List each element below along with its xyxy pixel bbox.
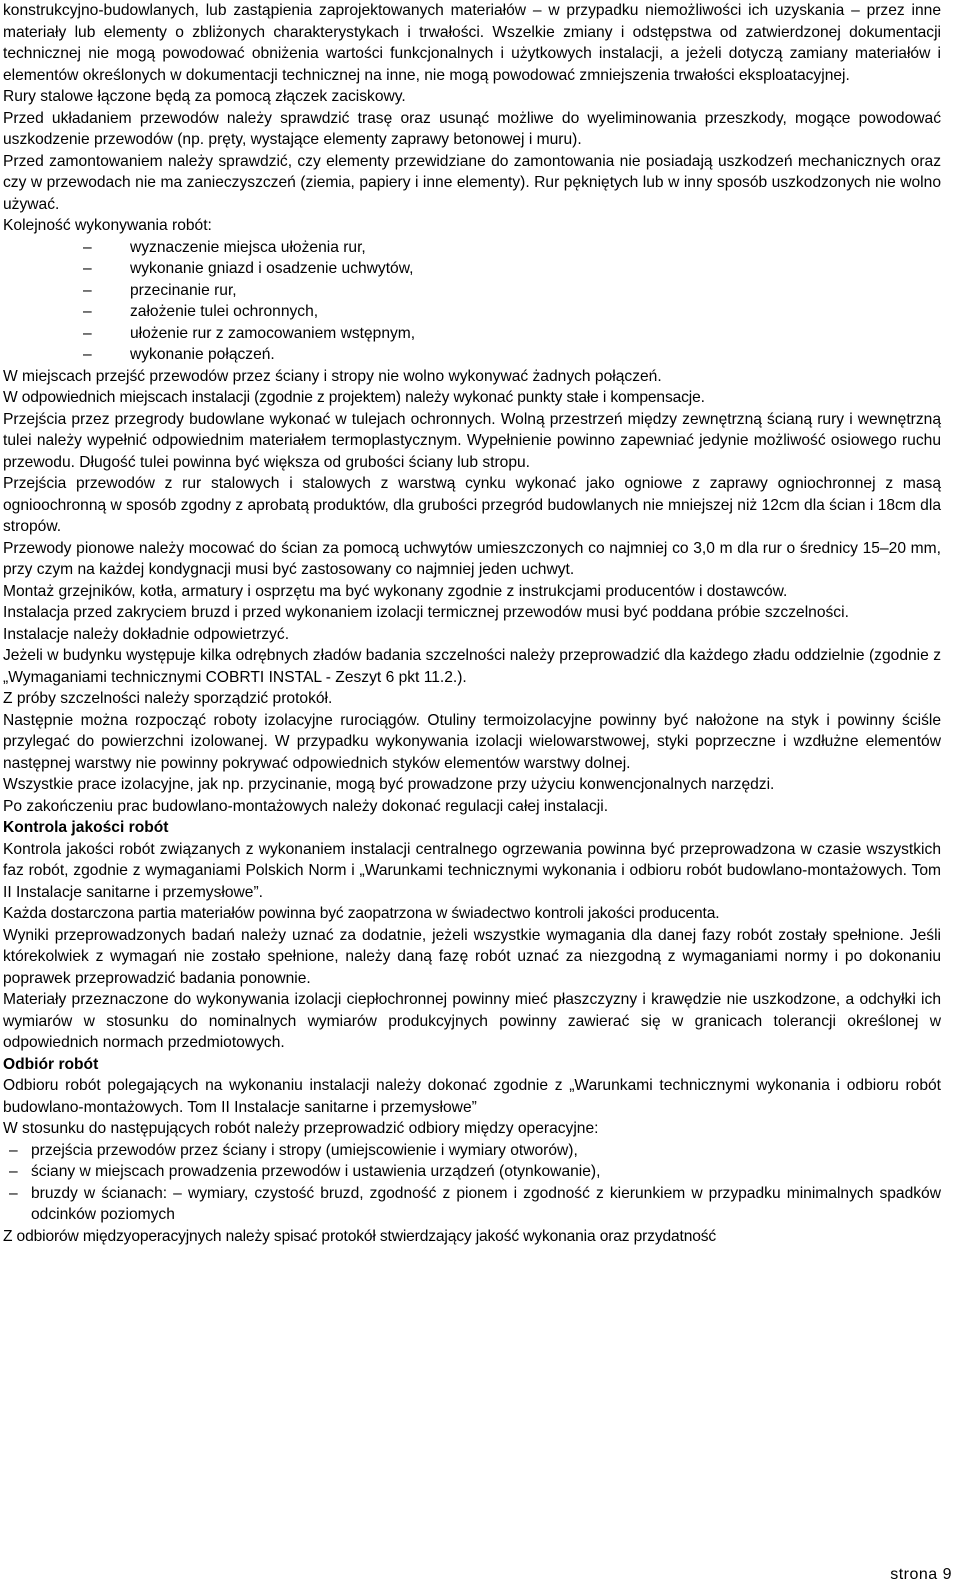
paragraph-quality-4: Materiały przeznaczone do wykonywania izolacji ciepłochronnej powinny mieć płaszczyzny i krawędzie nie uszkodzone, a odchyłki ich wymiarów w stosunku do nominalnych wymiarów produkcyjnych powinny zawierać się w granicach tolerancji określonej w odpowiednich normach przedmiotowych.: [3, 991, 941, 1051]
paragraph-pipe-fittings: Rury stalowe łączone będą za pomocą złączek zaciskowy.: [3, 88, 406, 105]
paragraph-route-check: Przed układaniem przewodów należy sprawdzić trasę oraz usunąć możliwe do wyeliminowania przeszkody, mogące powodować uszkodzenie przewodów (np. pręty, wystające elementy zaprawy betonowej i muru).: [3, 109, 941, 148]
paragraph-protocol: Z próby szczelności należy sporządzić protokół.: [3, 690, 333, 707]
section-heading-quality: Kontrola jakości robót: [3, 819, 169, 836]
paragraph-acceptance-2: W stosunku do następujących robót należy przeprowadzić odbiory między operacyjne:: [3, 1120, 599, 1137]
paragraph-pressure-test: Instalacja przed zakryciem bruzd i przed wykonaniem izolacji termicznej przewodów musi być poddana próbie szczelności.: [3, 604, 849, 621]
paragraph-separate-circuits: Jeżeli w budynku występuje kilka odrębnych zładów badania szczelności należy przeprowadzić dla każdego zładu oddzielnie (zgodnie z „Wymaganiami technicznymi COBRTI INSTAL - Zeszyt 6 pkt 11.2.).: [3, 647, 941, 686]
list-item: – wykonanie gniazd i osadzenie uchwytów,: [3, 258, 941, 280]
paragraph-quality-3: Wyniki przeprowadzonych badań należy uznać za dodatnie, jeżeli wszystkie wymagania dla danej fazy robót zostały spełnione. Jeśli którekolwiek z wymagań nie zostało spełnione, należy daną fazę robót uznać za niezgodną z wymaganiami normy i po dokonaniu poprawek przeprowadzić badania ponownie.: [3, 926, 941, 987]
list-item: – przejścia przewodów przez ściany i stropy (umiejscowienie i wymiary otworów),: [3, 1140, 941, 1162]
paragraph-sleeves: Przejścia przez przegrody budowlane wykonać w tulejach ochronnych. Wolną przestrzeń między zewnętrzną ścianą rury i wewnętrzną tulei należy wypełnić odpowiednim materiałem termoplastycznym. Wypełnienie powinno zapewniać jedynie możliwość osiowego ruchu przewodu. Długość tulei powinna być większa od grubości ściany lub stropu.: [3, 410, 941, 471]
list-item: – przecinanie rur,: [3, 280, 941, 302]
paragraph-regulation: Po zakończeniu prac budowlano-montażowych należy dokonać regulacji całej instalacji.: [3, 797, 609, 815]
list-item: – ułożenie rur z zamocowaniem wstępnym,: [3, 323, 941, 345]
paragraph-fixed-points: W odpowiednich miejscach instalacji (zgodnie z projektem) należy wykonać punkty stałe i kompensacje.: [3, 389, 705, 406]
paragraph-sequence-intro: Kolejność wykonywania robót:: [3, 217, 212, 234]
list-item: – bruzdy w ścianach: – wymiary, czystość bruzd, zgodność z pionem i zgodność z kierunkiem w przypadku minimalnych spadków odcinków poziomych: [3, 1183, 941, 1226]
list-item: – ściany w miejscach prowadzenia przewodów i ustawienia urządzeń (otynkowanie),: [3, 1161, 941, 1183]
sequence-list: [3, 237, 941, 366]
paragraph-insulation: Następnie można rozpocząć roboty izolacyjne rurociągów. Otuliny termoizolacyjne powinny być nałożone na styk i powinny ściśle przylegać do powierzchni izolowanej. W przypadku wykonywania izolacji wielowarstwowej, styki poprzeczne i wzdłużne elementów następnej warstwy nie powinny pokrywać odpowiednich styków elementów warstwy dolnej.: [3, 711, 941, 772]
list-item: – wykonanie połączeń.: [3, 344, 941, 366]
paragraph-radiators: Montaż grzejników, kotła, armatury i osprzętu ma być wykonany zgodnie z instrukcjami producentów i dostawców.: [3, 582, 788, 600]
paragraph-insulation-tools: Wszystkie prace izolacyjne, jak np. przycinanie, mogą być prowadzone przy użyciu konwencjonalnych narzędzi.: [3, 776, 775, 793]
paragraph-intro: konstrukcyjno-budowlanych, lub zastąpienia zaprojektowanych materiałów – w przypadku niemożliwości ich uzyskania – przez inne materiały lub elementy o zbliżonych charakterystykach i trwałości. Wszelkie zmiany i odstępstwa od zatwierdzonej dokumentacji technicznej nie mogą powodować obniżenia wartości funkcjonalnych i użytkowych instalacji, a jeżeli dotyczą zamiany materiałów i elementów określonych w dokumentacji technicznej na inne, nie mogą powodować zmniejszenia trwałości eksploatacyjnej.: [3, 2, 941, 84]
paragraph-no-joints: W miejscach przejść przewodów przez ściany i stropy nie wolno wykonywać żadnych połączeń.: [3, 367, 662, 385]
acceptance-list: [3, 1140, 941, 1226]
section-heading-acceptance: Odbiór robót: [3, 1055, 99, 1073]
paragraph-acceptance-1: Odbioru robót polegających na wykonaniu instalacji należy dokonać zgodnie z „Warunkami technicznymi wykonania i odbioru robót budowlano-montażowych. Tom II Instalacje sanitarne i przemysłowe”: [3, 1077, 941, 1116]
paragraph-fire-passages: Przejścia przewodów z rur stalowych i stalowych z warstwą cynku wykonać jako ogniowe z zaprawy ogniochronnej z masą ognioochronną w sposób zgodny z aprobatą produktów, dla grubości przegród budowlanych nie mniejszej niż 12cm dla ścian i 18cm dla stropów.: [3, 475, 941, 535]
list-item: – wyznaczenie miejsca ułożenia rur,: [3, 237, 941, 259]
paragraph-venting: Instalacje należy dokładnie odpowietrzyć.: [3, 625, 290, 643]
paragraph-quality-1: Kontrola jakości robót związanych z wykonaniem instalacji centralnego ogrzewania powinna być przeprowadzona w czasie wszystkich faz robót, zgodnie z wymaganiami Polskich Norm i „Warunkami technicznymi wykonania i odbioru robót budowlano-montażowych. Tom II Instalacje sanitarne i przemysłowe”.: [3, 840, 941, 901]
paragraph-acceptance-closing: Z odbiorów międzyoperacyjnych należy spisać protokół stwierdzający jakość wykonania oraz przydatność: [3, 1227, 717, 1245]
page-number: strona 9: [890, 1566, 952, 1583]
list-item: – założenie tulei ochronnych,: [3, 301, 941, 323]
paragraph-quality-2: Każda dostarczona partia materiałów powinna być zaopatrzona w świadectwo kontroli jakości producenta.: [3, 905, 720, 922]
paragraph-vertical-pipes: Przewody pionowe należy mocować do ścian za pomocą uchwytów umieszczonych co najmniej co 3,0 m dla rur o średnicy 15–20 mm, przy czym na każdej kondygnacji musi być zastosowany co najmniej jeden uchwyt.: [3, 539, 941, 578]
paragraph-element-check: Przed zamontowaniem należy sprawdzić, czy elementy przewidziane do zamontowania nie posiadają uszkodzeń mechanicznych oraz czy w przewodach nie ma zanieczyszczeń (ziemia, papiery i inne elementy). Rur pękniętych lub w inny sposób uszkodzonych nie wolno używać.: [3, 152, 941, 213]
